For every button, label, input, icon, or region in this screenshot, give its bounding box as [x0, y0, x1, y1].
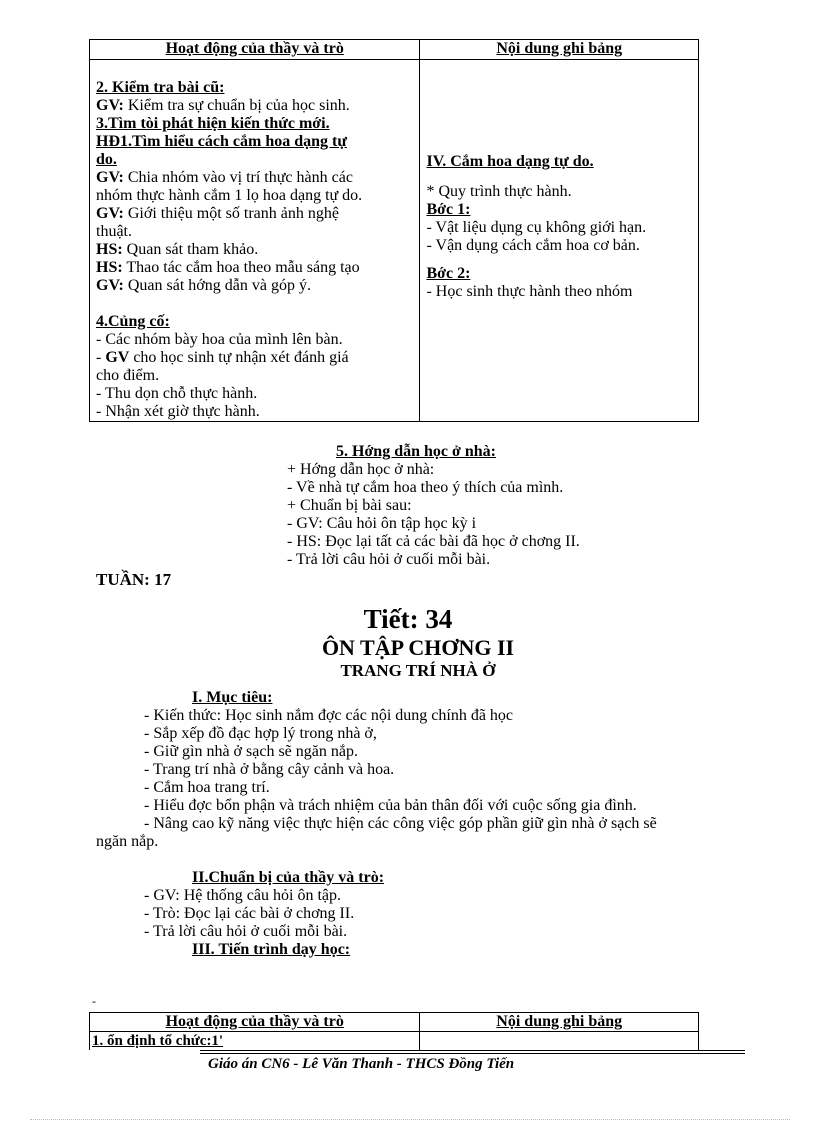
gv-label: GV:	[96, 169, 124, 186]
homework-item: + Chuẩn bị bài sau:	[287, 497, 412, 514]
homework-item: - Về nhà tự cắm hoa theo ý thích của mình.	[287, 479, 564, 496]
timtoi-heading: 3.Tìm tòi phát hiện kiến thức mới.	[96, 115, 330, 132]
table2-header-left-text: Hoạt động của thầy và trò	[165, 1013, 344, 1030]
page-bottom-rule	[30, 1119, 790, 1120]
objective-item-cont: ngăn nắp.	[96, 833, 159, 850]
buoc1-heading: Bớc 1:	[426, 201, 471, 218]
homework-item: - HS: Đọc lại tất cả các bài đã học ở chơng II.	[287, 533, 580, 550]
buoc2-heading: Bớc 2:	[426, 265, 471, 282]
preparation-list	[144, 887, 354, 941]
gv-label: GV:	[96, 97, 124, 114]
cungco-item: - Nhận xét giờ thực hành.	[96, 403, 260, 420]
hs-label: HS:	[96, 241, 123, 258]
table2-row1-right	[420, 1032, 699, 1051]
cungco-heading: 4.Củng cố:	[96, 313, 170, 330]
gv-label: GV:	[96, 277, 124, 294]
buoc1-item: - Vận dụng cách cắm hoa cơ bản.	[426, 237, 640, 254]
objective-item: - Nâng cao kỹ năng việc thực hiện các công việc góp phần giữ gìn nhà ở sạch sẽ	[144, 815, 657, 832]
objectives-list	[144, 707, 657, 833]
lesson-subtitle: TRANG TRÍ NHÀ Ở	[340, 661, 496, 680]
objective-item: - Hiểu đợc bổn phận và trách nhiệm của bản thân đối với cuộc sống gia đình.	[144, 797, 637, 814]
hs-label: HS:	[96, 259, 123, 276]
objectives-heading: I. Mục tiêu:	[192, 689, 273, 706]
lesson-number: Tiết: 34	[363, 604, 453, 634]
preparation-item: - Trả lời câu hỏi ở cuối mỗi bài.	[144, 923, 348, 940]
cungco-item: - Các nhóm bày hoa của mình lên bàn.	[96, 331, 343, 348]
objective-item: - Giữ gìn nhà ở sạch sẽ ngăn nắp.	[144, 743, 358, 760]
table2-header-left	[90, 1013, 420, 1032]
quytrinh-text: * Quy trình thực hành.	[426, 183, 572, 200]
footer-rule	[200, 1050, 745, 1051]
objective-item: - Cắm hoa trang trí.	[144, 779, 270, 796]
table1-right-cell	[420, 60, 699, 422]
table1-left-cell	[90, 60, 420, 422]
hs1-text: Quan sát tham khảo.	[122, 241, 259, 258]
table1-header-left-text: Hoạt động của thầy và trò	[165, 40, 344, 57]
week-label: TUẦN: 17	[96, 570, 172, 589]
gv2-text: Giới thiệu một số tranh ảnh nghệ	[123, 205, 339, 222]
cungco-item: - Thu dọn chỗ thực hành.	[96, 385, 258, 402]
homework-item: + Hớng dẫn học ở nhà:	[287, 461, 435, 478]
preparation-heading: II.Chuẩn bị của thầy và trò:	[192, 869, 385, 886]
hs2-text: Thao tác cắm hoa theo mẫu sáng tạo	[122, 259, 360, 276]
table1-header-right	[420, 40, 699, 60]
table2-row1-text: 1. ổn định tổ chức:1'	[92, 1033, 224, 1049]
cungco-item-cont: cho điểm.	[96, 367, 160, 384]
lesson-table-2	[89, 1012, 699, 1050]
objective-item: - Kiến thức: Học sinh nắm đợc các nội dung chính đã học	[144, 707, 514, 724]
gv3-text: Quan sát hớng dẫn và góp ý.	[123, 277, 311, 294]
table1-header-left	[90, 40, 420, 60]
gv2-text-cont: thuật.	[96, 223, 132, 240]
footer-text: Giáo án CN6 - Lê Văn Thanh - THCS Đồng Tiến	[208, 1056, 515, 1072]
hd1-heading-cont: do.	[96, 151, 117, 168]
stray-dash: -	[92, 994, 96, 1008]
lesson-table-1	[89, 39, 699, 422]
kiemtra-text: Kiểm tra sự chuẩn bị của học sinh.	[123, 97, 350, 114]
lesson-title: ÔN TẬP CHƠNG II	[321, 635, 515, 660]
homework-list	[287, 461, 580, 569]
table2-header-right	[420, 1013, 699, 1032]
buoc1-item: - Vật liệu dụng cụ không giới hạn.	[426, 219, 647, 236]
preparation-item: - Trò: Đọc lại các bài ở chơng II.	[144, 905, 355, 922]
gv-label: GV:	[96, 205, 124, 222]
preparation-item: - GV: Hệ thống câu hỏi ôn tập.	[144, 887, 341, 904]
buoc2-item: - Học sinh thực hành theo nhóm	[426, 283, 633, 300]
objective-item: - Trang trí nhà ở bằng cây cảnh và hoa.	[144, 761, 395, 778]
procedure-heading: III. Tiến trình dạy học:	[192, 941, 351, 958]
hd1-heading: HĐ1.Tìm hiểu cách cắm hoa dạng tự	[96, 133, 347, 150]
footer-rule	[200, 1053, 745, 1054]
gv1-text: Chia nhóm vào vị trí thực hành các	[123, 169, 353, 186]
homework-item: - Trả lời câu hỏi ở cuối mỗi bài.	[287, 551, 491, 568]
table1-header-right-text: Nội dung ghi bảng	[496, 40, 623, 57]
homework-item: - GV: Câu hỏi ôn tập học kỳ i	[287, 515, 477, 532]
kiemtra-heading: 2. Kiểm tra bài cũ:	[96, 79, 225, 96]
table2-header-right-text: Nội dung ghi bảng	[496, 1013, 623, 1030]
gv-label: GV	[105, 349, 130, 366]
gv1-text-cont: nhóm thực hành cắm 1 lọ hoa dạng tự do.	[96, 187, 363, 204]
section-iv-heading: IV. Cắm hoa dạng tự do.	[426, 153, 594, 170]
homework-heading: 5. Hớng dẫn học ở nhà:	[336, 443, 496, 460]
table2-row1-left	[90, 1032, 420, 1051]
cungco-item: cho học sinh tự nhận xét đánh giá	[129, 349, 349, 366]
objective-item: - Sắp xếp đồ đạc hợp lý trong nhà ở,	[144, 725, 377, 742]
cungco-prefix: -	[96, 349, 106, 366]
